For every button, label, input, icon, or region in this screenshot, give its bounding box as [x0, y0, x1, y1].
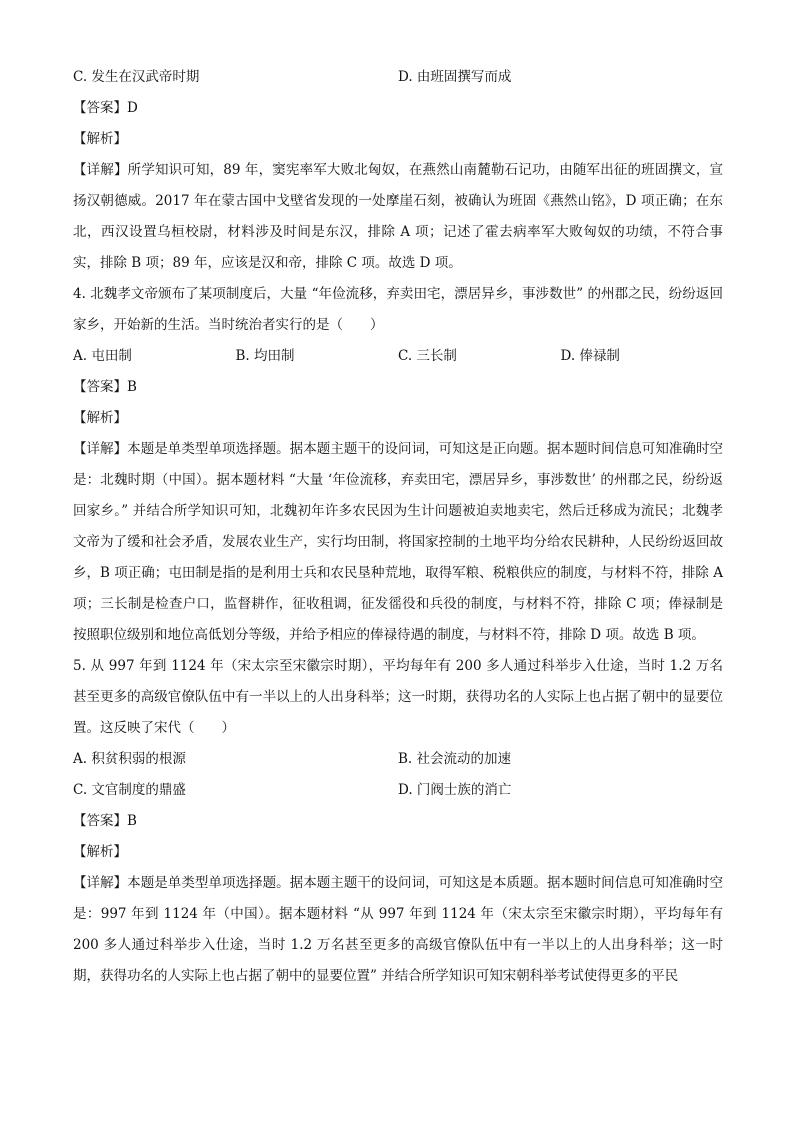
q3-options-row: [73, 62, 723, 93]
q3-detail: 【详解】所学知识可知，89 年，窦宪率军大败北匈奴，在燕然山南麓勒石记功，由随军出征的班固撰文，宣扬汉朝德威。2017 年在蒙古国中戈壁省发现的一处摩崖石刻，被确认为班固《燕然山铭》，D 项正确；在东北，西汉设置乌桓校尉，材料涉及时间是东汉，排除 A 项；记述了霍去病率军大败匈奴的功绩，不符合事实，排除 B 项；89 年，应该是汉和帝，排除 C 项。故选 D 项。: [73, 162, 723, 271]
q5-answer: 【答案】B: [73, 813, 137, 829]
q5-stem: 5. 从 997 年到 1124 年（宋太宗至宋徽宗时期），平均每年有 200 多人通过科举步入仕途，当时 1.2 万名甚至更多的高级官僚队伍中有一半以上的人出身科举；这一时期，获得功名的人实际上也占据了朝中的显要位置。这反映了宋代（ ）: [73, 658, 723, 736]
q4-option-b: B. 均田制: [235, 348, 295, 364]
q4-option-d: D. 俸禄制: [560, 348, 620, 364]
q5-options-row-2: [73, 775, 723, 806]
q4-option-a: A. 屯田制: [73, 348, 132, 364]
q4-stem: 4. 北魏孝文帝颁布了某项制度后，大量 “年俭流移，弃卖田宅，漂居异乡，事涉数世” 的州郡之民，纷纷返回家乡，开始新的生活。当时统治者实行的是（ ）: [73, 286, 723, 333]
q5-option-d: D. 门阀士族的消亡: [398, 782, 512, 798]
q5-options-row-1: [73, 744, 723, 775]
q5-analysis-label: 【解析】: [73, 844, 127, 860]
q4-options-row: [73, 341, 723, 372]
q3-analysis-label: 【解析】: [73, 131, 127, 147]
q3-option-d: D. 由班固撰写而成: [398, 69, 512, 85]
q5-option-b: B. 社会流动的加速: [398, 751, 512, 767]
q3-option-c: C. 发生在汉武帝时期: [73, 69, 200, 85]
q4-analysis-label: 【解析】: [73, 410, 127, 426]
q4-option-c: C. 三长制: [398, 348, 457, 364]
q5-detail: 【详解】本题是单类型单项选择题。据本题主题干的设问词，可知这是本质题。据本题时间信息可知准确时空是：997 年到 1124 年（中国）。据本题材料 “从 997 年到 1124 年（宋太宗至宋徽宗时期），平均每年有 200 多人通过科举步入仕途，当时 1.2 万名甚至更多的高级官僚队伍中有一半以上的人出身科举；这一时期，获得功名的人实际上也占据了朝中的显要位置” 并结合所学知识可知宋朝科举考试使得更多的平民: [73, 875, 723, 984]
q4-detail: 【详解】本题是单类型单项选择题。据本题主题干的设问词，可知这是正向题。据本题时间信息可知准确时空是：北魏时期（中国）。据本题材料 “大量 ‘年俭流移，弃卖田宅，漂居异乡，事涉数世’ 的州郡之民，纷纷返回家乡。” 并结合所学知识可知，北魏初年许多农民因为生计问题被迫卖地卖宅，然后迁移成为流民；北魏孝文帝为了缓和社会矛盾，发展农业生产，实行均田制，将国家控制的土地平均分给农民耕种，人民纷纷返回故乡，B 项正确；屯田制是指的是利用士兵和农民垦种荒地，取得军粮、税粮供应的制度，与材料不符，排除 A 项；三长制是检查户口，监督耕作，征收租调，征发徭役和兵役的制度，与材料不符，排除 C 项；俸禄制是按照职位级别和地位高低划分等级，并给予相应的俸禄待遇的制度，与材料不符，排除 D 项。故选 B 项。: [73, 441, 723, 643]
q3-answer: 【答案】D: [73, 100, 138, 116]
q5-option-a: A. 积贫积弱的根源: [73, 751, 186, 767]
document-page: [73, 62, 723, 992]
q4-answer: 【答案】B: [73, 379, 137, 395]
q5-option-c: C. 文官制度的鼎盛: [73, 782, 186, 798]
